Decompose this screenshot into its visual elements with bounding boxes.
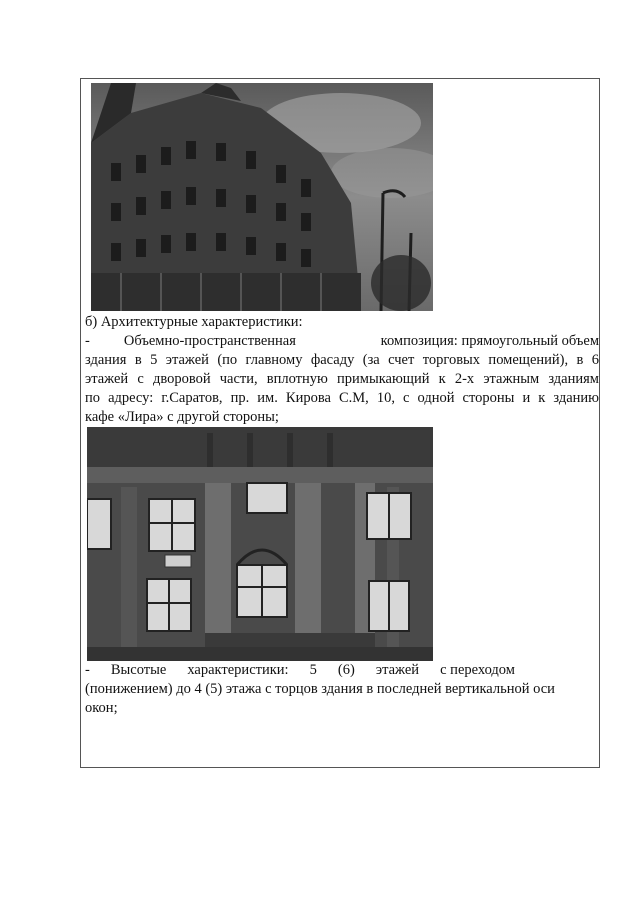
- height-word: 5: [309, 662, 317, 678]
- height-word: (6): [337, 662, 355, 678]
- height-line: окон;: [85, 700, 118, 716]
- building-exterior-photo: [91, 83, 433, 311]
- volumetric-first-line: [85, 332, 599, 351]
- bullet-dash: -: [85, 333, 90, 349]
- height-word: Высотые: [110, 662, 167, 678]
- bullet-dash: -: [85, 662, 90, 678]
- height-first-line: [85, 661, 515, 680]
- height-word: с переходом: [440, 662, 515, 678]
- volumetric-line: здания в 5 этажей (по главному фасаду (за счет торговых помещений), в 6: [85, 352, 599, 368]
- volumetric-lead-left: Объемно-пространственная: [123, 333, 296, 349]
- document-frame: [80, 78, 600, 768]
- height-word: этажей: [375, 662, 420, 678]
- architectural-characteristics-heading: б) Архитектурные характеристики:: [85, 314, 303, 330]
- facade-detail-photo: [87, 427, 433, 661]
- volumetric-last-line: кафе «Лира» с другой стороны;: [85, 409, 279, 425]
- volumetric-line: по адресу: г.Саратов, пр. им. Кирова С.М, 10, с одной стороны и к зданию: [85, 390, 599, 406]
- height-line: (понижением) до 4 (5) этажа с торцов здания в последней вертикальной оси: [85, 681, 555, 697]
- volumetric-line: этажей с дворовой части, вплотную примыкающий к 2-х этажным зданиям: [85, 371, 599, 387]
- volumetric-composition-paragraph: [85, 332, 599, 427]
- volumetric-lead-right: композиция: прямоугольный объем: [380, 333, 599, 349]
- height-word: характеристики:: [187, 662, 289, 678]
- height-characteristics-paragraph: [85, 661, 599, 718]
